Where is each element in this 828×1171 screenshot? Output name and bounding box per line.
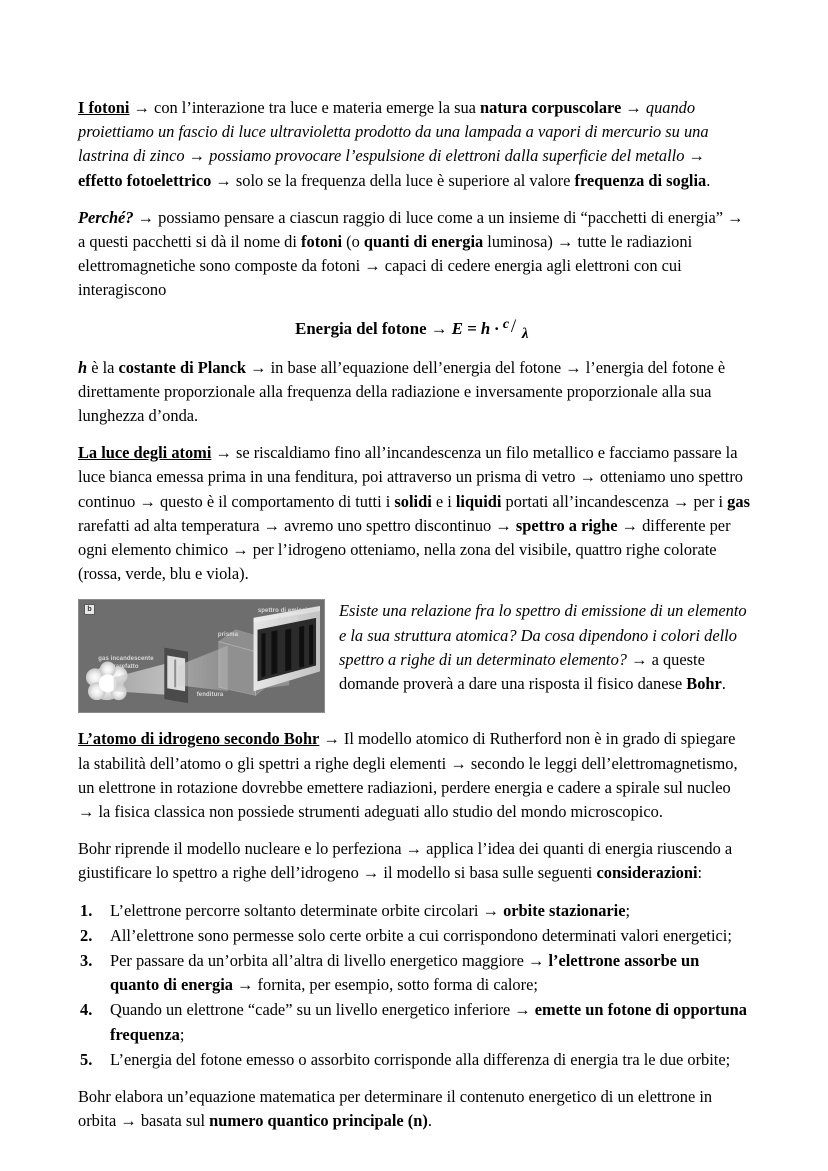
term-considerazioni: considerazioni — [596, 863, 698, 883]
paragraph-atomo-idrogeno-bohr — [78, 727, 750, 824]
list-marker: 5. — [80, 1049, 93, 1069]
document-content — [78, 96, 750, 1134]
paragraph-luce-degli-atomi — [78, 441, 750, 586]
term-i-fotoni: I fotoni — [78, 98, 130, 117]
term-spettro-a-righe: spettro a righe — [515, 515, 618, 535]
list-marker: 1. — [80, 900, 93, 920]
fotoni-text-2: → solo se la frequenza della luce è superiore al valore — [211, 170, 575, 190]
formula-energia-fotone — [78, 316, 750, 342]
term-atomo-idrogeno-bohr: L’atomo di idrogeno secondo Bohr — [78, 729, 320, 749]
paragraph-bohr-finale — [78, 1085, 750, 1133]
luce-text-5: → differente per ogni elemento chimico → per l’idrogeno otteniamo, nella zona del visibile, quattro righe colorate (rossa, verde, blu e viola). — [78, 515, 731, 584]
list-item-text-2: → fornita, per esempio, sotto forma di calore; — [232, 975, 538, 995]
term-numero-quantico-principale: numero quantico principale (n) — [209, 1111, 428, 1131]
fotoni-text-1: → con l’interazione tra luce e materia emerge la sua — [129, 98, 481, 117]
figure-label-fenditura: fenditura — [196, 692, 224, 699]
term-natura-corpuscolare: natura corpuscolare — [480, 98, 622, 117]
list-marker: 2. — [80, 925, 93, 945]
term-costante-di-planck: costante di Planck — [118, 357, 247, 377]
planck-text-2: → in base all’equazione dell’energia del fotone → l’energia del fotone è direttamente proporzionale alla frequenza della radiazione e inversamente proporzionale alla sua lunghezza d’onda. — [78, 357, 726, 426]
side-note — [339, 599, 750, 696]
paragraph-costante-planck — [78, 356, 750, 429]
bohr-intro-text: → Il modello atomico di Rutherford non è in grado di spiegare la stabilità dell’atomo o gli spettri a righe degli elementi → secondo le leggi dell’elettromagnetismo, un elettrone in rotazione dovrebbe emettere radiazioni, perdere energia e cadere a spirale sul nucleo → la fisica classica non possiede strumenti adeguati allo studio del mondo microscopico. — [78, 729, 738, 822]
fotoni-italic-1: → quando proiettiamo un fascio di luce ultravioletta prodotto da una lampada a vapori di mercurio su una lastrina di zinco → possiamo provocare l’espulsione di elettroni dalla superficie del metallo → — [78, 98, 709, 166]
term-solidi: solidi — [394, 491, 432, 511]
planck-text-1: è la — [87, 357, 119, 377]
list-item — [78, 1048, 750, 1072]
term-effetto-fotoelettrico: effetto fotoelettrico — [78, 170, 212, 190]
perche-text-1: → possiamo pensare a ciascun raggio di luce come a un insieme di “pacchetti di energia” → a questi pacchetti si dà il nome di — [78, 207, 744, 252]
list-item-text-2: ; — [179, 1024, 185, 1044]
luce-text-2: e i — [431, 491, 456, 511]
list-item-text-1: Quando un elettrone “cade” su un livello energetico inferiore → — [110, 1000, 535, 1020]
list-item-text-1: All’elettrone sono permesse solo certe orbite a cui corrispondono determinati valori energetici; — [110, 925, 732, 945]
side-note-question: Esiste una relazione fra lo spettro di emissione di un elemento e la sua struttura atomica? Da cosa dipendono i colori dello spettro a righe di un determinato elemento? — [339, 601, 747, 669]
formula-label: Energia del fotone → — [295, 318, 452, 338]
figure-label-gas: gas incandescente rarefatto — [98, 656, 154, 670]
bohr-modello-text-2: : — [697, 863, 703, 883]
paragraph-perche — [78, 206, 750, 303]
list-item-text-2: ; — [625, 900, 631, 920]
formula-slash: / — [510, 315, 517, 337]
fotoni-text-3: . — [706, 170, 711, 190]
list-item-text-1: Per passare da un’orbita all’altra di livello energetico maggiore → — [110, 951, 549, 971]
list-item-bold-1: l’elettrone assorbe un quanto di energia — [110, 951, 700, 995]
list-item-bold-1: emette un fotone di opportuna frequenza — [110, 1000, 747, 1044]
luce-text-4: rarefatti ad alta temperatura → avremo uno spettro discontinuo → — [78, 515, 516, 535]
list-marker: 4. — [80, 1000, 93, 1020]
considerazioni-list — [78, 899, 750, 1072]
figure-with-note — [78, 599, 750, 713]
term-frequenza-di-soglia: frequenza di soglia — [574, 170, 707, 190]
term-perche: Perché? — [78, 207, 134, 227]
side-note-text-2: . — [721, 674, 726, 694]
paragraph-bohr-modello — [78, 837, 750, 885]
term-la-luce-degli-atomi: La luce degli atomi — [78, 443, 212, 463]
bohr-modello-text-1: Bohr riprende il modello nucleare e lo perfeziona → applica l’idea dei quanti di energia riuscendo a giustificare lo spettro a righe dell’idrogeno → il modello si basa sulle seguenti — [78, 839, 733, 883]
formula-numerator: c — [502, 316, 510, 332]
symbol-h: h — [78, 357, 88, 377]
paragraph-i-fotoni — [78, 96, 750, 193]
list-item — [78, 924, 750, 948]
list-item-text-1: L’elettrone percorre soltanto determinate orbite circolari → — [110, 900, 504, 920]
luce-text-1: → se riscaldiamo fino all’incandescenza un filo metallico e facciamo passare la luce bianca emessa prima in una fenditura, poi attraverso un prisma di vetro → otteniamo uno spettro continuo → questo è il comportamento di tutti i — [78, 443, 743, 511]
list-item-text-1: L’energia del fotone emesso o assorbito corrisponde alla differenza di energia tra le due orbite; — [110, 1049, 731, 1069]
term-quanti-di-energia: quanti di energia — [363, 232, 484, 252]
perche-text-2: (o — [342, 232, 364, 252]
list-item-bold-1: orbite stazionarie — [503, 900, 626, 920]
side-note-text-1: → a queste domande proverà a dare una risposta il fisico danese — [339, 649, 705, 694]
list-marker: 3. — [80, 951, 93, 971]
term-gas: gas — [727, 491, 750, 511]
list-item — [78, 998, 750, 1046]
list-item — [78, 899, 750, 923]
bohr-finale-text-2: . — [427, 1111, 432, 1131]
formula-fraction — [502, 315, 533, 342]
figure-badge: b — [84, 604, 95, 615]
spectroscope-figure — [78, 599, 325, 713]
list-item — [78, 949, 750, 997]
term-liquidi: liquidi — [455, 491, 502, 511]
bohr-finale-text-1: Bohr elabora un’equazione matematica per determinare il contenuto energetico di un elettrone in orbita → basata sul — [78, 1087, 713, 1131]
figure-label-spettro: spettro di emissione a righe — [257, 608, 319, 622]
figure-label-prisma: prisma — [217, 632, 239, 639]
perche-text-3: luminosa) → tutte le radiazioni elettromagnetiche sono composte da fotoni → capaci di cedere energia agli elettroni con cui interagiscono — [78, 232, 693, 300]
luce-text-3: portati all’incandescenza → per i — [501, 491, 728, 511]
term-bohr: Bohr — [686, 674, 722, 694]
formula-denominator: λ — [521, 325, 529, 342]
formula-lhs: E = h · — [451, 318, 503, 338]
term-fotoni: fotoni — [301, 232, 343, 252]
